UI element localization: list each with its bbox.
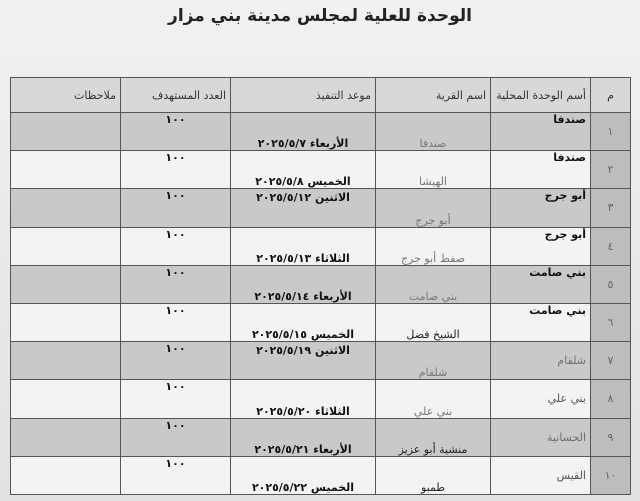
page-title: الوحدة للعلية لمجلس مدينة بني مزار xyxy=(168,6,472,26)
count-cell: ١٠٠ xyxy=(121,227,231,265)
table-row xyxy=(11,265,631,303)
notes-cell xyxy=(11,456,121,494)
table-row xyxy=(11,189,631,227)
notes-cell xyxy=(11,227,121,265)
header-num: م xyxy=(591,78,631,113)
unit-cell: شلقام xyxy=(491,342,591,380)
unit-cell: القيس xyxy=(491,456,591,494)
table-row xyxy=(11,380,631,418)
header-count: العدد المستهدف xyxy=(121,78,231,113)
village-cell: الهيشا xyxy=(376,151,491,189)
count-cell: ١٠٠ xyxy=(121,189,231,227)
unit-cell: بني علي xyxy=(491,380,591,418)
village-cell: منشية أبو عزيز xyxy=(376,418,491,456)
notes-cell xyxy=(11,189,121,227)
count-cell: ١٠٠ xyxy=(121,151,231,189)
header-date: موعد التنفيذ xyxy=(231,78,376,113)
row-number: ٨ xyxy=(591,380,631,418)
date-cell: الأربعاء ٢٠٢٥/٥/٢١ xyxy=(231,418,376,456)
unit-cell: الحسانية xyxy=(491,418,591,456)
count-cell: ١٠٠ xyxy=(121,456,231,494)
village-cell: الشيخ فضل xyxy=(376,303,491,341)
unit-cell: أبو جرج xyxy=(491,189,591,227)
row-number: ١٠ xyxy=(591,456,631,494)
village-cell: بني صامت xyxy=(376,265,491,303)
table-row xyxy=(11,151,631,189)
header-notes: ملاحظات xyxy=(11,78,121,113)
unit-cell: بني صامت xyxy=(491,265,591,303)
row-number: ٣ xyxy=(591,189,631,227)
unit-cell: بني صامت xyxy=(491,303,591,341)
date-cell: الأربعاء ٢٠٢٥/٥/٧ xyxy=(231,113,376,151)
unit-cell: صندفا xyxy=(491,151,591,189)
count-cell: ١٠٠ xyxy=(121,418,231,456)
notes-cell xyxy=(11,303,121,341)
count-cell: ١٠٠ xyxy=(121,303,231,341)
notes-cell xyxy=(11,151,121,189)
row-number: ٢ xyxy=(591,151,631,189)
row-number: ٦ xyxy=(591,303,631,341)
table-header-row xyxy=(11,78,631,113)
village-cell: أبو جرج xyxy=(376,189,491,227)
unit-cell: صندفا xyxy=(491,113,591,151)
table-row xyxy=(11,456,631,494)
schedule-table xyxy=(10,77,631,495)
count-cell: ١٠٠ xyxy=(121,342,231,380)
row-number: ٥ xyxy=(591,265,631,303)
village-cell: طمبو xyxy=(376,456,491,494)
count-cell: ١٠٠ xyxy=(121,265,231,303)
unit-cell: أبو جرج xyxy=(491,227,591,265)
notes-cell xyxy=(11,113,121,151)
village-cell: بني علي xyxy=(376,380,491,418)
notes-cell xyxy=(11,418,121,456)
table-row xyxy=(11,113,631,151)
row-number: ١ xyxy=(591,113,631,151)
row-number: ٤ xyxy=(591,227,631,265)
date-cell: الخميس ٢٠٢٥/٥/١٥ xyxy=(231,303,376,341)
table-row xyxy=(11,418,631,456)
notes-cell xyxy=(11,265,121,303)
count-cell: ١٠٠ xyxy=(121,113,231,151)
village-cell: صندفا xyxy=(376,113,491,151)
table-row xyxy=(11,227,631,265)
date-cell: الاثنين ٢٠٢٥/٥/١٩ xyxy=(231,342,376,380)
date-cell: الثلاثاء ٢٠٢٥/٥/٢٠ xyxy=(231,380,376,418)
village-cell: صفط أبو جرج xyxy=(376,227,491,265)
row-number: ٩ xyxy=(591,418,631,456)
date-cell: الثلاثاء ٢٠٢٥/٥/١٣ xyxy=(231,227,376,265)
notes-cell xyxy=(11,342,121,380)
notes-cell xyxy=(11,380,121,418)
date-cell: الأربعاء ٢٠٢٥/٥/١٤ xyxy=(231,265,376,303)
table-row xyxy=(11,342,631,380)
date-cell: الخميس ٢٠٢٥/٥/٨ xyxy=(231,151,376,189)
date-cell: الاثنين ٢٠٢٥/٥/١٢ xyxy=(231,189,376,227)
village-cell: شلقام xyxy=(376,342,491,380)
date-cell: الخميس ٢٠٢٥/٥/٢٢ xyxy=(231,456,376,494)
header-unit: أسم الوحدة المحلية xyxy=(491,78,591,113)
table-row xyxy=(11,303,631,341)
row-number: ٧ xyxy=(591,342,631,380)
header-village: اسم القرية xyxy=(376,78,491,113)
count-cell: ١٠٠ xyxy=(121,380,231,418)
